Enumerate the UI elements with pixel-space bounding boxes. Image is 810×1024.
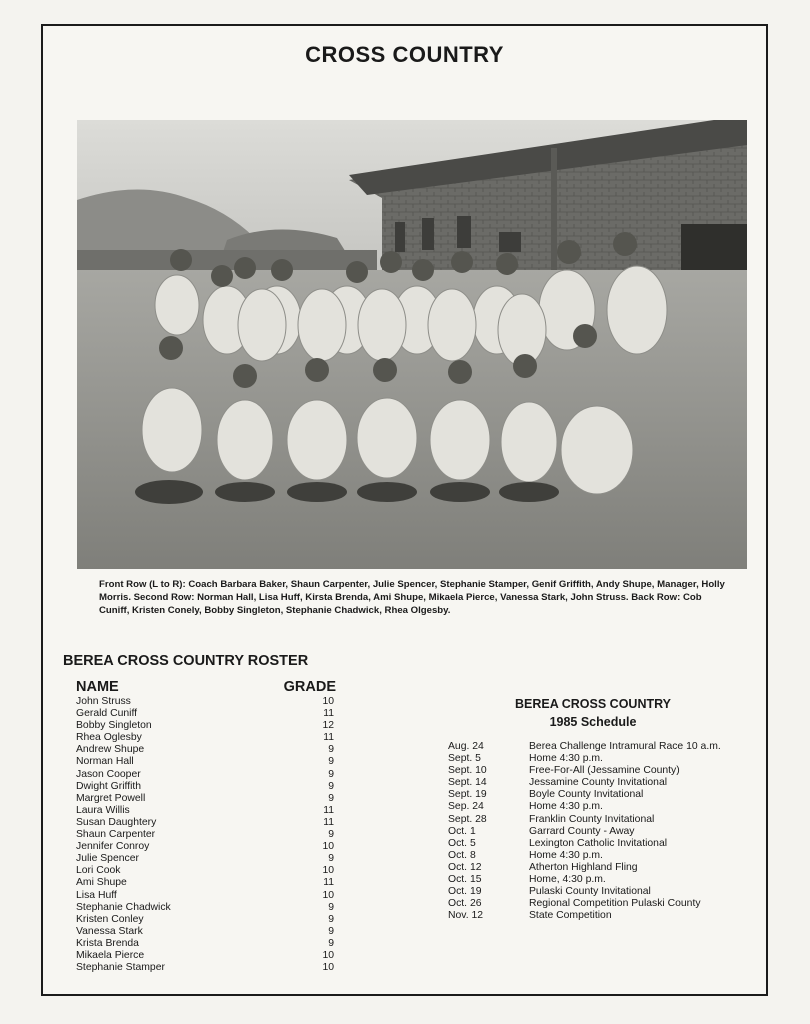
roster-grade: 9 (328, 913, 334, 925)
roster-name: Lisa Huff (76, 889, 117, 901)
roster-row (76, 817, 336, 829)
roster-name: Dwight Griffith (76, 780, 142, 792)
roster-row (76, 696, 336, 708)
schedule-date: Sept. 14 (448, 777, 487, 789)
schedule-event: Home 4:30 p.m. (529, 801, 603, 813)
roster-row (76, 769, 336, 781)
roster-row (76, 890, 336, 902)
roster-grade: 9 (328, 744, 334, 756)
schedule-row (448, 910, 758, 922)
schedule-row (448, 862, 758, 874)
schedule-event: Home 4:30 p.m. (529, 849, 603, 861)
roster-name: Shaun Carpenter (76, 829, 156, 841)
roster-row (76, 756, 336, 768)
roster-grade: 10 (322, 696, 334, 707)
roster-grade: 10 (322, 949, 334, 961)
schedule-date: Sept. 28 (448, 813, 487, 825)
schedule-date: Oct. 8 (448, 849, 476, 861)
roster-row (76, 962, 336, 974)
roster-row (76, 950, 336, 962)
schedule-event: Garrard County - Away (529, 825, 635, 837)
schedule-row (448, 874, 758, 886)
roster-row (76, 877, 336, 889)
roster-grade: 10 (322, 962, 334, 974)
roster-grade: 10 (322, 889, 334, 901)
roster-grade: 9 (328, 925, 334, 937)
roster-grade: 9 (328, 829, 334, 841)
schedule-title-line1: BEREA CROSS COUNTRY (514, 697, 672, 711)
roster-row (76, 793, 336, 805)
schedule-table (448, 741, 758, 922)
schedule-event: Home 4:30 p.m. (529, 753, 603, 765)
roster-name: Stephanie Chadwick (76, 901, 171, 913)
roster-row (76, 829, 336, 841)
schedule-date: Oct. 15 (448, 874, 482, 886)
roster-row (76, 841, 336, 853)
schedule-date: Oct. 5 (448, 837, 476, 849)
roster-grade: 12 (322, 720, 334, 732)
roster-grade: 9 (328, 768, 334, 780)
roster-grade: 10 (322, 841, 334, 853)
schedule-event: Regional Competition Pulaski County (529, 898, 701, 910)
schedule-row (448, 838, 758, 850)
schedule-row (448, 850, 758, 862)
roster-name: Mikaela Pierce (76, 949, 145, 961)
schedule-event: Lexington Catholic Invitational (529, 837, 668, 849)
roster-name: Gerald Cuniff (76, 708, 138, 720)
roster-grade: 11 (323, 732, 334, 744)
roster-name: John Struss (76, 696, 131, 707)
roster-grade: 9 (328, 901, 334, 913)
roster-grade: 11 (323, 816, 334, 828)
roster-grade: 9 (328, 853, 334, 865)
schedule-event: Atherton Highland Fling (529, 861, 638, 873)
schedule-event: Boyle County Invitational (529, 789, 644, 801)
roster-name: Norman Hall (76, 756, 134, 768)
roster-grade: 9 (328, 792, 334, 804)
roster-grade: 11 (323, 877, 334, 889)
roster-grade: 11 (323, 804, 334, 816)
roster-grade: 10 (322, 865, 334, 877)
schedule-row (448, 741, 758, 753)
roster-row (76, 865, 336, 877)
schedule-title-line2: 1985 Schedule (549, 715, 637, 729)
schedule-date: Oct. 26 (448, 898, 482, 910)
roster-row (76, 805, 336, 817)
roster-grade: 9 (328, 937, 334, 949)
schedule-date: Sept. 10 (448, 765, 487, 777)
team-photo-illustration (77, 120, 747, 569)
schedule-row (448, 886, 758, 898)
roster-name: Julie Spencer (76, 853, 139, 865)
roster-name: Krista Brenda (76, 937, 139, 949)
roster-grade: 11 (323, 708, 334, 720)
schedule-event: Jessamine County Invitational (529, 777, 668, 789)
yearbook-page (41, 24, 768, 996)
roster-name: Laura Willis (76, 804, 130, 816)
roster-row (76, 744, 336, 756)
schedule-date: Oct. 19 (448, 886, 482, 898)
page-title: CROSS COUNTRY (305, 42, 504, 67)
team-photo-image (77, 120, 747, 569)
roster-name: Ami Shupe (76, 877, 127, 889)
roster-name-header: NAME (76, 679, 119, 695)
roster-name: Susan Daughtery (76, 816, 157, 828)
roster-grade-header: GRADE (283, 679, 336, 695)
schedule-date: Sept. 19 (448, 789, 487, 801)
roster-row (76, 853, 336, 865)
photo-caption: Front Row (L to R): Coach Barbara Baker, Shaun Carpenter, Julie Spencer, Stephanie Stamper, Genif Griffith, Andy Shupe, Manager, Holly Morris. Second Row: Norman Hall, Lisa Huff, Kirsta Brenda, Ami Shupe, Mikaela Pierce, Vanessa Stark, John Struss. Back Row: Cob Cuniff, Kristen Conely, Bobby Singleton, Stephanie Chadwick, Rhea Olgesby. (99, 579, 725, 616)
schedule-event: Home, 4:30 p.m. (529, 874, 606, 886)
roster-row (76, 914, 336, 926)
roster-title: BEREA CROSS COUNTRY ROSTER (63, 653, 309, 669)
roster-name: Vanessa Stark (76, 925, 143, 937)
schedule-row (448, 898, 758, 910)
roster-row (76, 902, 336, 914)
schedule-date: Oct. 1 (448, 825, 476, 837)
roster-header-row (76, 678, 336, 696)
roster-row (76, 781, 336, 793)
schedule-title (493, 695, 693, 731)
schedule-date: Nov. 12 (448, 910, 484, 922)
roster-row (76, 720, 336, 732)
schedule-row (448, 801, 758, 813)
schedule-row (448, 789, 758, 801)
roster-name: Margret Powell (76, 792, 146, 804)
roster-row (76, 732, 336, 744)
schedule-row (448, 753, 758, 765)
roster-name: Stephanie Stamper (76, 962, 165, 974)
schedule-event: Pulaski County Invitational (529, 886, 651, 898)
schedule-row (448, 814, 758, 826)
schedule-date: Aug. 24 (448, 741, 484, 752)
roster-rows (76, 696, 336, 974)
roster-name: Jason Cooper (76, 768, 141, 780)
roster-name: Bobby Singleton (76, 720, 152, 732)
roster-name: Jennifer Conroy (76, 841, 150, 853)
roster-row (76, 708, 336, 720)
roster-grade: 9 (328, 756, 334, 768)
roster-row (76, 926, 336, 938)
roster-name: Lori Cook (76, 865, 121, 877)
schedule-row (448, 765, 758, 777)
roster-name: Rhea Oglesby (76, 732, 142, 744)
schedule-event: Free-For-All (Jessamine County) (529, 765, 680, 777)
schedule-date: Sept. 5 (448, 753, 481, 765)
schedule-row (448, 826, 758, 838)
schedule-date: Oct. 12 (448, 861, 482, 873)
roster-name: Andrew Shupe (76, 744, 145, 756)
schedule-event: State Competition (529, 910, 612, 922)
roster-table (76, 678, 336, 974)
roster-row (76, 938, 336, 950)
schedule-event: Franklin County Invitational (529, 813, 655, 825)
schedule-date: Sep. 24 (448, 801, 484, 813)
schedule-row (448, 777, 758, 789)
roster-grade: 9 (328, 780, 334, 792)
schedule-event: Berea Challenge Intramural Race 10 a.m. (529, 741, 721, 752)
roster-name: Kristen Conley (76, 913, 144, 925)
